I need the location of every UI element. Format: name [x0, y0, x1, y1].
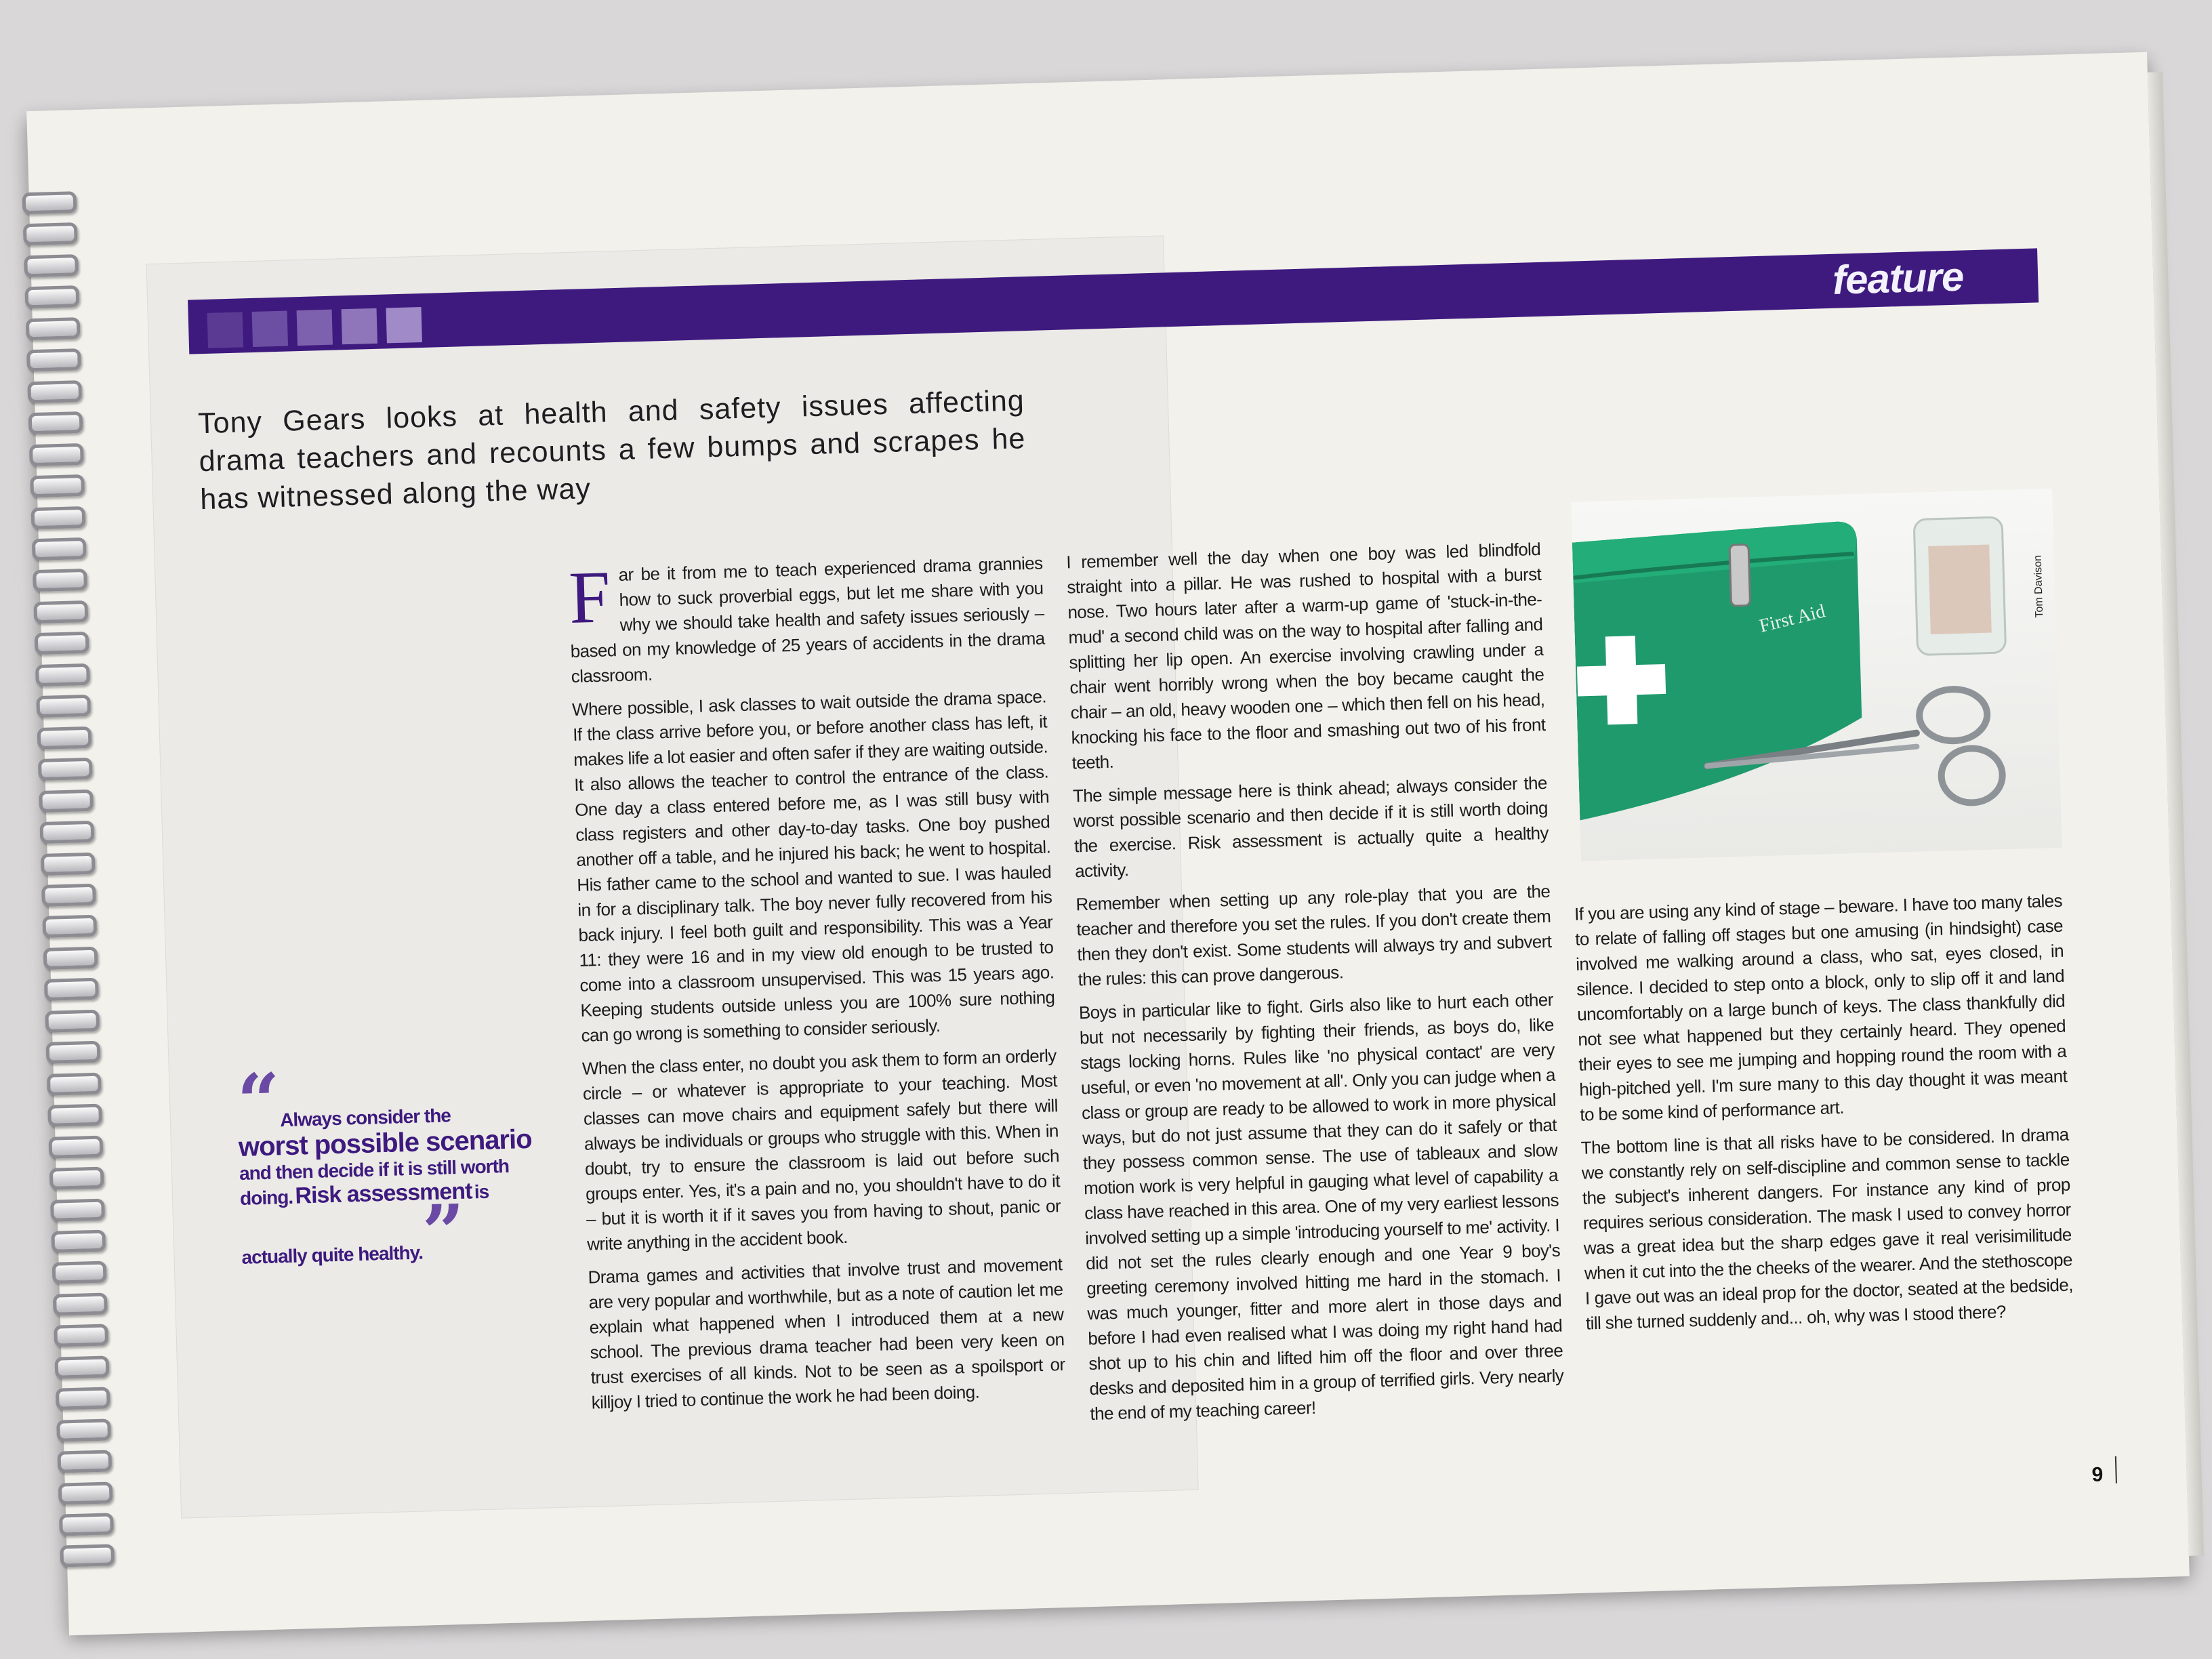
article-paragraph: If you are using any kind of stage – beware. I have too many tales to relate of falling off stages but one amusing (in hindsight) case involved me walking around a class, who sat, eyes closed, in silence. I decided to step onto a block, only to slip off it and land uncomfortably on a large bunch of keys. The class thankfully did not see what happened but they certainly heard. They opened their eyes to see me jumping and hopping round the room with a high-pitched yell. I'm sure many to this day thought it was meant to be some kind of performance art. [1574, 890, 2068, 1125]
binding-coil [47, 1072, 102, 1095]
binding-coil [30, 474, 85, 497]
header-square [297, 310, 333, 346]
header-square [252, 311, 288, 347]
binding-coil [32, 537, 87, 560]
binding-coil [52, 1261, 107, 1284]
close-quote-icon: ” [421, 1187, 466, 1277]
article-paragraph: The simple message here is think ahead; always consider the worst possible scenario and then decide if it is still worth doing the exercise. Risk assessment is actually quite a healthy activity. [1072, 772, 1549, 882]
binding-coil [59, 1513, 114, 1536]
binding-coil [46, 1041, 101, 1064]
header-squares [207, 307, 422, 348]
pull-quote [236, 1057, 594, 1277]
pull-quote-line: Always consider the [279, 1105, 451, 1131]
binding-coil [58, 1481, 113, 1504]
header-square [386, 307, 422, 343]
bandage-label [1928, 545, 1992, 634]
binding-coil [28, 411, 83, 434]
drop-cap: F [567, 555, 611, 640]
pull-quote-line: doing. [239, 1186, 293, 1209]
binding-coil [51, 1229, 106, 1252]
binding-coil [36, 695, 91, 718]
binding-coil [56, 1387, 110, 1410]
binding-coil [49, 1167, 104, 1190]
header-square [342, 308, 377, 344]
binding-coil [24, 285, 79, 308]
binding-coil [39, 821, 94, 844]
binding-coil [22, 191, 77, 214]
pull-quote-line: worst possible scenario [238, 1124, 533, 1162]
article-column-3 [1574, 888, 2074, 1345]
article-column-1 [568, 551, 1066, 1424]
pull-quote-line: Risk assessment [294, 1178, 472, 1209]
binding-coil [38, 758, 93, 781]
binding-coil [41, 852, 96, 875]
standfirst: Tony Gears looks at health and safety issues affecting drama teachers and recounts a few bumps and scrapes he has witnessed along the way [197, 384, 1026, 516]
article-paragraph: Remember when setting up any role-play that you are the teacher and therefore you set the rules. If you don't create them then they don't exist. Some students will always try and subvert the rules: this can prove dangerous. [1076, 880, 1552, 990]
pull-quote-line: actually quite healthy. [241, 1242, 424, 1268]
pull-quote-line: is [474, 1181, 489, 1203]
binding-coil [54, 1324, 108, 1347]
section-label: feature [1832, 253, 1965, 303]
scissor-handle [1919, 689, 1988, 742]
article-paragraph: I remember well the day when one boy was led blindfold straight into a pillar. He was rushed to hospital with a burst nose. Two hours later after a warm-up game of 'stuck-in-the-mud' a second child was on the way to hospital after falling and splitting her lip open. An exercise involving crawling under a chair went horribly wrong when the boy became caught the chair – an old, heavy wooden one – which then fell on his head, knocking his face to the floor and smashing out two of his front teeth. [1065, 539, 1546, 773]
binding-coil [33, 569, 87, 592]
binding-coil [44, 978, 99, 1001]
article-paragraph: Boys in particular like to fight. Girls also like to hurt each other but not necessarily by fighting their friends, as boys do, like stags locking horns. Rules like 'no physical contact' are very useful, or even 'no movement at all'. Only you can judge when a class or group are ready to be allowed to work in more physical ways, but do not just assume that they can do it safely or that they possess common sense. The use of tableaux and slow motion work is very helpful in gauging what level of capability a class have reached in this area. One of my very earliest lessons involved setting up a simple 'introducing yourself to me' activity. I did not set the rules clearly enough and one Year 9 boy's greeting ceremony involved hitting me hard in the stomach. I was much younger, fitter and more alert in those days and before I had even realised what I was doing my right hand had shot up to his chin and lifted him off the floor and over three desks and deposited him in a group of terrified girls. Very nearly the end of my teaching career! [1078, 989, 1564, 1425]
article-paragraph: Where possible, I ask classes to wait outside the drama space. If the class arrive before you, or before another class has left, it makes life a lot easier and often safer if they are waiting outside. It also allows the teacher to control the entrance of the class. One day a class entered before me, as I was still busy with class registers and other day-to-day tasks. One boy pushed another off a table, and he injured his back; he went to hospital. His father came to the school and wanted to sue. I was hauled in for a disciplinary talk. The boy never fully recovered from his back injury. I feel both guilt and responsibility. This was a Year 11: they were 16 and in my view old enough to be trusted to come into a classroom unsupervised. This was 15 years ago. Keeping students outside unless you are 100% sure nothing can go wrong is something to consider seriously. [571, 686, 1055, 1046]
photo-credit: Tom Davison [2032, 554, 2046, 618]
binding-coil [33, 600, 88, 623]
page-number-rule [2115, 1456, 2117, 1483]
kit-label: First Aid [1757, 600, 1828, 637]
binding-coil [57, 1450, 112, 1473]
article-paragraph [568, 551, 1046, 689]
binding-coil [23, 223, 78, 246]
binding-coil [31, 506, 86, 529]
binding-coil [35, 632, 89, 655]
scissor-handle [1941, 747, 2003, 803]
binding-coil [53, 1292, 108, 1315]
binding-coil [39, 789, 94, 812]
magazine-page [26, 52, 2190, 1636]
binding-coil [29, 443, 84, 466]
binding-coil [42, 915, 97, 938]
binding-coil [37, 726, 92, 750]
binding-coil [27, 380, 82, 403]
first-aid-photo [1571, 489, 2062, 861]
page-stack-edge [2148, 72, 2204, 1556]
article-paragraph: The bottom line is that all risks have to be considered. In drama we constantly rely on self-discipline and common sense to tackle the subject's inherent dangers. For instance any kind of prop requires serious consideration. The mask I used to convey horror was a great idea but the sharp edges gave it real verisimilitude when it cut into the the cheeks of the wearer. And the stethoscope I gave out was an ideal prop for the doctor, seated at the bedside, till she turned suddenly and... oh, why was I stood there? [1580, 1124, 2074, 1334]
binding-coil [50, 1198, 105, 1221]
spiral-binding [22, 190, 142, 1568]
binding-coil [41, 884, 96, 907]
binding-coil [45, 1009, 100, 1032]
article-paragraph-text: ar be it from me to teach experienced drama grannies how to suck proverbial eggs, but let me share with you why we should take health and safety issues seriously – based on my knowledge of 25 years of accidents in the drama classroom. [570, 552, 1045, 687]
binding-coil [35, 663, 90, 687]
article-column-2 [1066, 537, 1565, 1435]
open-quote-icon: “ [236, 1057, 281, 1145]
binding-coil [43, 947, 98, 970]
binding-coil [47, 1104, 102, 1127]
binding-coil [56, 1418, 111, 1441]
page-number: 9 [2091, 1463, 2104, 1486]
binding-coil [48, 1135, 103, 1158]
binding-coil [60, 1544, 115, 1568]
cross-horizontal [1577, 664, 1666, 697]
pull-quote-line: and then decide if it is still worth [239, 1155, 510, 1184]
binding-coil [26, 317, 81, 340]
first-aid-illustration [1571, 489, 2062, 861]
binding-coil [55, 1355, 110, 1378]
binding-coil [26, 348, 81, 371]
header-square [207, 312, 243, 348]
article-paragraph: Drama games and activities that involve trust and movement are very popular and worthwhile, but as a note of caution let me explain what happened when I introduced them at a new school. The previous drama teacher had been very keen on trust exercises of all kinds. Not to be seen as a spoilsport or killjoy I tried to continue the work he had been doing. [588, 1254, 1065, 1413]
zipper-pull [1729, 544, 1750, 606]
binding-coil [24, 254, 79, 277]
article-paragraph: When the class enter, no doubt you ask them to form an orderly circle – or whatever is appropriate to your teaching. Most classes can move chairs and equipment safely but there will always be individuals or groups who struggle with this. When in doubt, try to ensure the classroom is laid out before such groups enter. Yes, it's a pain and no, you shouldn't have to do it – but it is worth it if it saves you from having to shout, panic or write anything in the accident book. [581, 1045, 1061, 1254]
